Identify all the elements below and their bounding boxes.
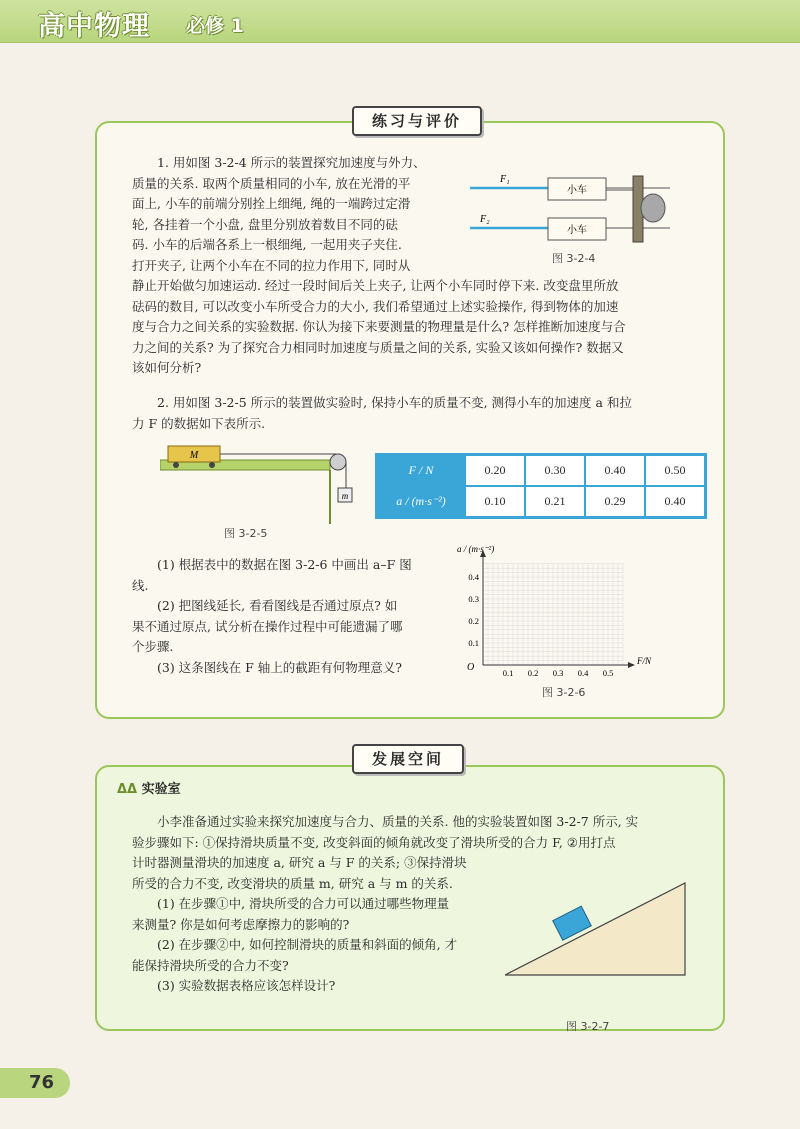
lab-q-line: (2) 在步骤②中, 如何控制滑块的质量和斜面的倾角, 才 bbox=[157, 937, 458, 952]
book-subtitle: 必修 1 bbox=[186, 15, 244, 37]
table-cell: 0.29 bbox=[585, 486, 645, 518]
q1-line: 静止开始做匀加速运动. 经过一段时间后关上夹子, 让两个小车同时停下来. 改变盘里所放 bbox=[132, 278, 619, 293]
intro-line: 小李准备通过实验来探究加速度与合力、质量的关系. 他的实验装置如图 3-2-7 所示, 实 bbox=[157, 814, 639, 829]
chart-3-2-6 bbox=[455, 540, 675, 680]
section-title-development: 发展空间 bbox=[352, 744, 464, 774]
figure-3-2-7 bbox=[505, 875, 705, 1010]
x-tick-label: 0.3 bbox=[552, 668, 564, 678]
intro-line: 所受的合力不变, 改变滑块的质量 m, 研究 a 与 m 的关系. bbox=[132, 875, 453, 891]
chart-grid bbox=[483, 564, 623, 665]
subq-line: (2) 把图线延长, 看看图线是否通过原点? 如 bbox=[157, 598, 398, 613]
section-title-exercise: 练习与评价 bbox=[352, 106, 482, 136]
caption-3-2-4: 图 3-2-4 bbox=[552, 252, 596, 265]
y-ticks bbox=[468, 572, 479, 648]
table-cell: 0.21 bbox=[525, 486, 585, 518]
pulley bbox=[330, 454, 346, 470]
wheel bbox=[173, 462, 179, 468]
lab-q-line: 能保持滑块所受的合力不变? bbox=[132, 957, 289, 973]
table-cell: 0.30 bbox=[525, 455, 585, 487]
force-f2-label: F₂ bbox=[480, 214, 490, 225]
question-2 bbox=[132, 393, 698, 434]
subq-line: 线. bbox=[132, 577, 149, 593]
question-1-narrow bbox=[132, 153, 462, 276]
x-tick-label: 0.4 bbox=[577, 668, 589, 678]
q1-line: 质量的关系. 取两个质量相同的小车, 放在光滑的平 bbox=[132, 175, 411, 191]
caption-3-2-5: 图 3-2-5 bbox=[224, 527, 268, 540]
cart-m-label: M bbox=[189, 450, 199, 461]
x-axis-label: F/N bbox=[637, 656, 652, 666]
x-axis-arrow-icon bbox=[628, 662, 635, 668]
subq-line: 个步骤. bbox=[132, 639, 174, 654]
figure-3-2-4 bbox=[470, 168, 700, 248]
table-header-cell: F / N bbox=[377, 455, 466, 487]
flask-icon: ᐃᐃ bbox=[117, 782, 138, 797]
q1-line: 砝码的数目, 可以改变小车所受合力的大小, 我们希望通过上述实验操作, 得到物体的加速 bbox=[132, 298, 619, 314]
table-cell: 0.20 bbox=[465, 455, 525, 487]
incline bbox=[505, 883, 685, 975]
q2-line: 2. 用如图 3-2-5 所示的装置做实验时, 保持小车的质量不变, 测得小车的加速度 a 和拉 bbox=[157, 395, 632, 410]
clamp-clip bbox=[641, 194, 665, 222]
q1-line: 码. 小车的后端各系上一根细绳, 一起用夹子夹住. bbox=[132, 237, 402, 252]
q1-line: 度与合力之间关系的实验数据. 你认为接下来要测量的物理量是什么? 怎样推断加速度与合 bbox=[132, 319, 626, 334]
lab-q-line: (1) 在步骤①中, 滑块所受的合力可以通过哪些物理量 bbox=[157, 896, 450, 911]
table-row bbox=[377, 486, 706, 518]
book-title: 高中物理 bbox=[38, 11, 150, 42]
y-tick-label: 0.1 bbox=[468, 638, 479, 648]
x-tick-label: 0.5 bbox=[602, 668, 614, 678]
intro-line: 验步骤如下: ①保持滑块质量不变, 改变斜面的倾角就改变了滑块所受的合力 F, ②用打点 bbox=[132, 834, 616, 850]
figure-3-2-5 bbox=[160, 440, 365, 525]
subq-line: (1) 根据表中的数据在图 3-2-6 中画出 a–F 图 bbox=[157, 557, 412, 572]
y-tick-label: 0.4 bbox=[468, 572, 479, 582]
table-cell: 0.50 bbox=[645, 455, 706, 487]
q1-line: 该如何分析? bbox=[132, 360, 202, 375]
q1-line: 轮, 各挂着一个小盘, 盘里分别放着数目不同的砝 bbox=[132, 216, 398, 232]
caption-3-2-7: 图 3-2-7 bbox=[566, 1020, 610, 1033]
x-tick-label: 0.2 bbox=[527, 668, 539, 678]
data-table bbox=[375, 453, 707, 519]
force-f1-label: F₁ bbox=[500, 174, 510, 185]
subq-line: 果不通过原点, 试分析在操作过程中可能遗漏了哪 bbox=[132, 618, 403, 634]
table-cell: 0.10 bbox=[465, 486, 525, 518]
origin-label: O bbox=[467, 662, 475, 673]
q1-line: 打开夹子, 让两个小车在不同的拉力作用下, 同时从 bbox=[132, 257, 411, 273]
subq-line: (3) 这条图线在 F 轴上的截距有何物理意义? bbox=[157, 659, 403, 675]
lab-questions bbox=[132, 894, 512, 997]
cart-bottom-label: 小车 bbox=[567, 225, 587, 236]
lab-q-line: (3) 实验数据表格应该怎样设计? bbox=[157, 978, 336, 993]
table-header-cell: a / (m·s⁻²) bbox=[377, 486, 466, 518]
y-tick-label: 0.3 bbox=[468, 594, 479, 604]
table-cell: 0.40 bbox=[585, 455, 645, 487]
table-cell: 0.40 bbox=[645, 486, 706, 518]
hanging-mass-label: m bbox=[341, 491, 349, 501]
q1-line: 面上, 小车的前端分别拴上细绳, 绳的一端跨过定滑 bbox=[132, 196, 411, 211]
x-ticks bbox=[503, 668, 614, 678]
lab-q-line: 来测量? 你是如何考虑摩擦力的影响的? bbox=[132, 916, 350, 932]
x-tick-label: 0.1 bbox=[502, 668, 514, 678]
q1-line: 1. 用如图 3-2-4 所示的装置探究加速度与外力、 bbox=[157, 155, 426, 170]
lab-label bbox=[117, 778, 181, 797]
intro-line: 计时器测量滑块的加速度 a, 研究 a 与 F 的关系; ③保持滑块 bbox=[132, 855, 467, 870]
cart-top-label: 小车 bbox=[567, 185, 587, 196]
q2-line: 力 F 的数据如下表所示. bbox=[132, 415, 266, 431]
sub-questions bbox=[132, 555, 450, 678]
q1-line: 力之间的关系? 为了探究合力相同时加速度与质量之间的关系, 实验又该如何操作? 数据又 bbox=[132, 339, 624, 355]
table-row bbox=[377, 455, 706, 487]
page-number: 76 bbox=[0, 1068, 70, 1098]
wheel bbox=[209, 462, 215, 468]
lab-label-text: 实验室 bbox=[141, 782, 181, 797]
y-axis-label: a / (m·s⁻²) bbox=[457, 544, 495, 554]
y-tick-label: 0.2 bbox=[468, 616, 479, 626]
question-1-wide bbox=[132, 276, 698, 379]
header-band bbox=[0, 0, 800, 43]
caption-3-2-6: 图 3-2-6 bbox=[542, 686, 586, 699]
